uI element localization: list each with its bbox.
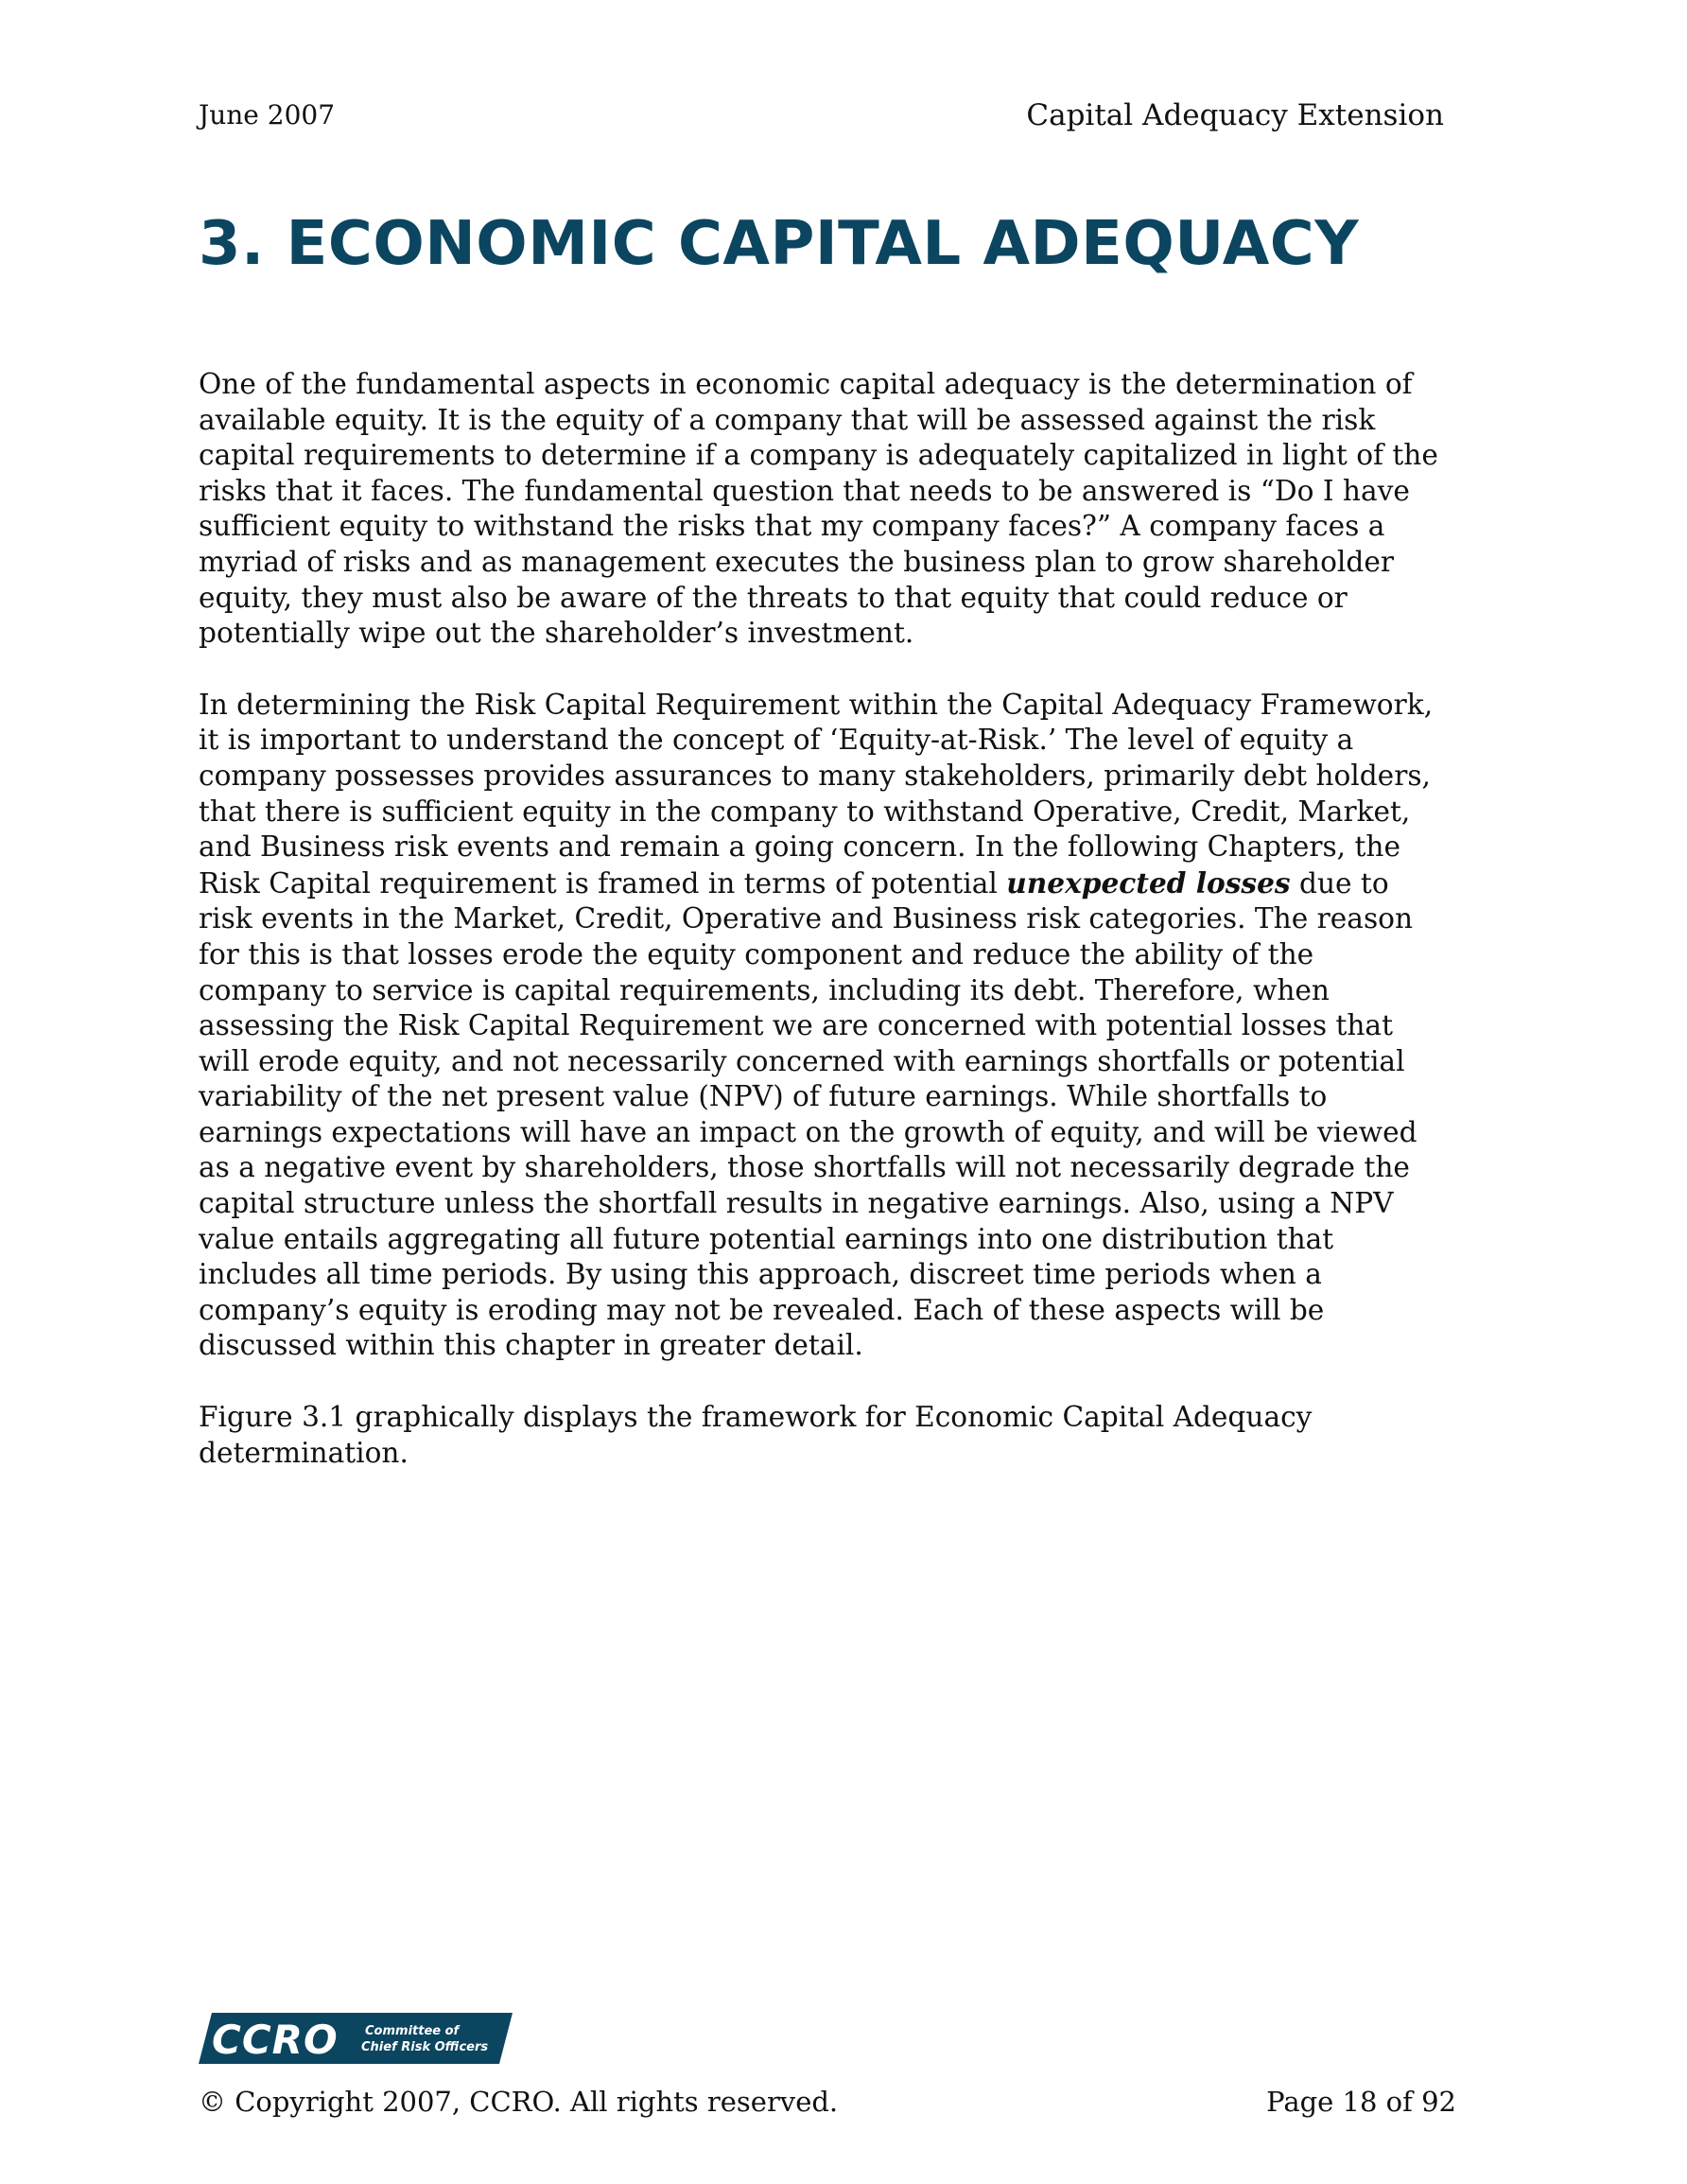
text-line: for this is that losses erode the equity component and reduce the ability of the xyxy=(199,937,1314,970)
text-line: company’s equity is eroding may not be revealed. Each of these aspects will be xyxy=(199,1293,1325,1326)
footer-copyright: © Copyright 2007, CCRO. All rights reserved. xyxy=(199,2086,839,2118)
chapter-title: 3. ECONOMIC CAPITAL ADEQUACY xyxy=(199,209,1360,279)
ccro-logo-graphic xyxy=(199,2011,513,2066)
text-line: risk events in the Market, Credit, Operative and Business risk categories. The reason xyxy=(199,902,1414,935)
text-line: earnings expectations will have an impact on the growth of equity, and will be viewed xyxy=(199,1115,1417,1148)
text-line: available equity. It is the equity of a company that will be assessed against the risk xyxy=(199,403,1376,436)
header-document-title: Capital Adequacy Extension xyxy=(1026,98,1444,132)
logo-line-1: Committee of xyxy=(365,2024,460,2038)
text-line: company possesses provides assurances to many stakeholders, primarily debt holders, xyxy=(199,759,1431,792)
ccro-logo xyxy=(199,2011,513,2070)
text-line: discussed within this chapter in greater detail. xyxy=(199,1329,863,1362)
text-line: Figure 3.1 graphically displays the framework for Economic Capital Adequacy xyxy=(199,1401,1313,1434)
text-line-with-emphasis xyxy=(199,865,1504,902)
header-date: June 2007 xyxy=(199,99,336,131)
text-line: determination. xyxy=(199,1436,409,1469)
paragraph-3 xyxy=(199,1400,1504,1471)
text-line: variability of the net present value (NPV) of future earnings. While shortfalls to xyxy=(199,1080,1328,1113)
text-line: potentially wipe out the shareholder’s investment. xyxy=(199,617,914,650)
text-line: In determining the Risk Capital Requirement within the Capital Adequacy Framework, xyxy=(199,688,1434,721)
text-line: will erode equity, and not necessarily concerned with earnings shortfalls or potential xyxy=(199,1044,1405,1077)
text-line: capital requirements to determine if a company is adequately capitalized in light of the xyxy=(199,439,1438,472)
paragraph-2 xyxy=(199,688,1504,1364)
text-line: equity, they must also be aware of the threats to that equity that could reduce or xyxy=(199,581,1348,614)
footer-page-number: Page 18 of 92 xyxy=(1266,2086,1456,2118)
text-line: One of the fundamental aspects in economic capital adequacy is the determination of xyxy=(199,368,1413,400)
text-line: that there is sufficient equity in the company to withstand Operative, Credit, Market, xyxy=(199,795,1411,828)
emphasized-term: unexpected losses xyxy=(1006,865,1291,900)
body-text xyxy=(199,367,1504,1507)
text-segment: Risk Capital requirement is framed in terms of potential xyxy=(199,866,1007,900)
text-line: risks that it faces. The fundamental question that needs to be answered is “Do I have xyxy=(199,474,1410,507)
text-line: capital structure unless the shortfall results in negative earnings. Also, using a NPV xyxy=(199,1187,1394,1220)
text-line: sufficient equity to withstand the risks that my company faces?” A company faces a xyxy=(199,510,1385,543)
text-segment: due to xyxy=(1290,866,1389,900)
logo-line-2: Chief Risk Officers xyxy=(361,2040,489,2054)
text-line: assessing the Risk Capital Requirement we are concerned with potential losses that xyxy=(199,1009,1393,1042)
text-line: company to service is capital requirements, including its debt. Therefore, when xyxy=(199,973,1330,1006)
text-line: and Business risk events and remain a going concern. In the following Chapters, the xyxy=(199,830,1400,864)
text-line: as a negative event by shareholders, those shortfalls will not necessarily degrade the xyxy=(199,1151,1410,1184)
paragraph-1 xyxy=(199,367,1504,652)
text-line: value entails aggregating all future potential earnings into one distribution that xyxy=(199,1222,1334,1255)
text-line: includes all time periods. By using this approach, discreet time periods when a xyxy=(199,1258,1322,1291)
text-line: it is important to understand the concept of ‘Equity-at-Risk.’ The level of equity a xyxy=(199,724,1354,757)
text-line: myriad of risks and as management executes the business plan to grow shareholder xyxy=(199,545,1394,578)
logo-abbreviation: CCRO xyxy=(212,2017,339,2063)
